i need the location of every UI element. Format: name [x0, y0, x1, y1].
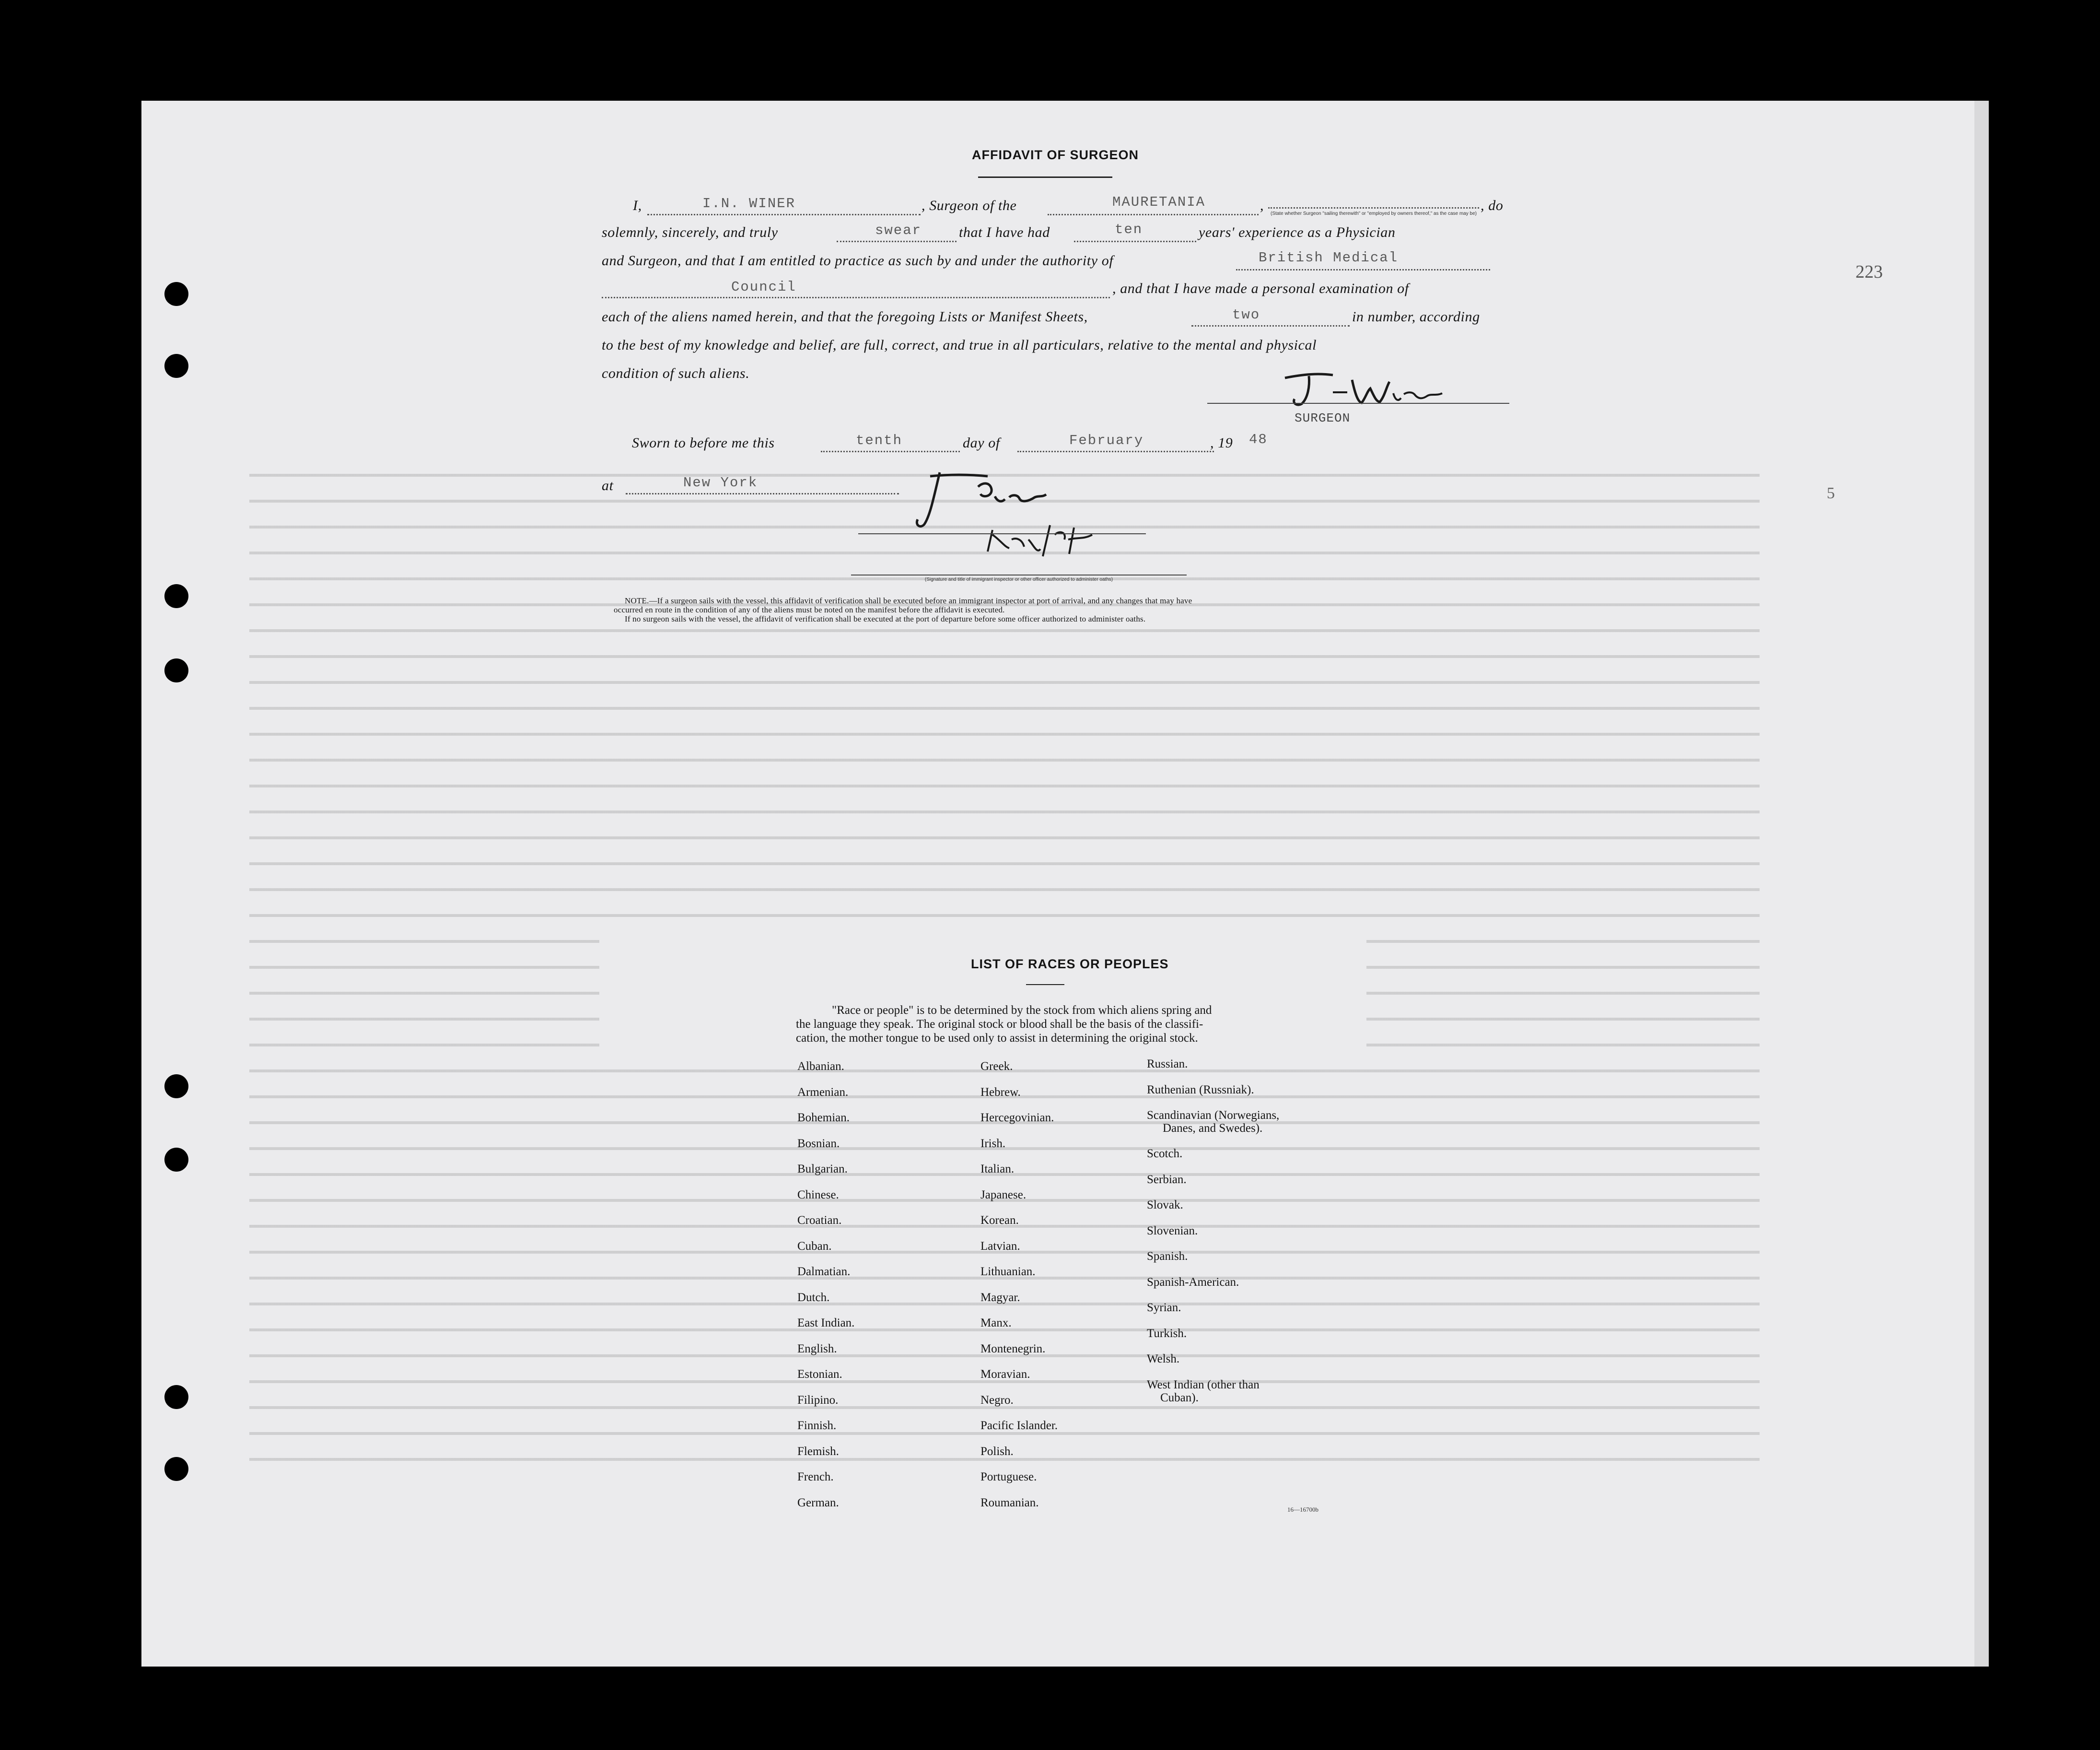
races-intro-1: "Race or people" is to be determined by the stock from which aliens spring and: [832, 1004, 1212, 1017]
race-item: Scandinavian (Norwegians,: [1147, 1109, 1280, 1122]
race-item: Bulgarian.: [797, 1163, 848, 1175]
race-item: Slovenian.: [1147, 1224, 1198, 1237]
surgeon-signature: [1275, 364, 1448, 412]
binder-hole: [164, 1074, 188, 1098]
title-rule: [978, 176, 1112, 178]
authority-value-2: Council: [731, 279, 796, 295]
race-item: Turkish.: [1147, 1327, 1187, 1340]
race-item: Italian.: [980, 1163, 1015, 1175]
surgeon-name-value: I.N. WINER: [702, 196, 796, 211]
race-item: Dalmatian.: [797, 1265, 851, 1278]
sworn-year-value: 48: [1249, 432, 1268, 447]
race-item: Korean.: [980, 1214, 1019, 1227]
race-item: Bohemian.: [797, 1111, 850, 1124]
race-item: German.: [797, 1496, 839, 1509]
text-sworn: Sworn to before me this: [632, 435, 775, 451]
races-title-rule: [1026, 984, 1064, 985]
text-at: at: [602, 478, 614, 493]
race-item: Ruthenian (Russniak).: [1147, 1083, 1254, 1096]
race-item: Spanish-American.: [1147, 1275, 1239, 1289]
fill-line: [1048, 214, 1259, 215]
race-item: Cuban.: [797, 1239, 832, 1253]
inspector-caption: (Signature and title of immigrant inspector or other officer authorized to administer oaths): [924, 577, 1113, 582]
inspector-line-2: [851, 575, 1187, 576]
inspector-signature: [911, 468, 1103, 576]
race-item: Syrian.: [1147, 1301, 1181, 1315]
sworn-month-value: February: [1069, 433, 1144, 448]
form-number: 16—16700b: [1287, 1506, 1318, 1513]
race-item: Pacific Islander.: [980, 1419, 1058, 1432]
race-item: Estonian.: [797, 1368, 842, 1381]
stamp-mark: 5: [1827, 484, 1836, 502]
fill-line: [837, 241, 957, 242]
race-item: Bosnian.: [797, 1137, 840, 1150]
text-19: , 19: [1210, 435, 1233, 451]
race-item: Montenegrin.: [980, 1342, 1046, 1355]
races-intro-2: the language they speak. The original stock or blood shall be the basis of the classifi-: [796, 1018, 1203, 1031]
race-item: Cuban).: [1160, 1391, 1199, 1404]
race-item: Latvian.: [980, 1239, 1020, 1253]
note-line-1: NOTE.—If a surgeon sails with the vessel, this affidavit of verification shall be executed before an immigrant inspector at port of arrival, and any changes that may have: [625, 596, 1192, 605]
race-item: Greek.: [980, 1060, 1013, 1073]
fill-line: [1074, 241, 1196, 242]
text-years-experience: years' experience as a Physician: [1199, 224, 1396, 240]
affidavit-title: AFFIDAVIT OF SURGEON: [972, 148, 1139, 162]
race-item: Spanish.: [1147, 1250, 1188, 1263]
race-item: West Indian (other than: [1147, 1378, 1260, 1391]
race-item: Magyar.: [980, 1291, 1020, 1304]
race-item: English.: [797, 1342, 837, 1355]
race-item: French.: [797, 1470, 834, 1483]
fill-line: [626, 493, 899, 494]
sheets-value: two: [1232, 307, 1260, 323]
binder-hole: [164, 354, 188, 378]
text-i: I,: [633, 198, 642, 213]
fill-line: [647, 214, 921, 215]
binder-hole: [164, 1457, 188, 1481]
fill-line: [1017, 451, 1214, 452]
race-item: Finnish.: [797, 1419, 837, 1432]
race-item: East Indian.: [797, 1316, 855, 1329]
race-item: Danes, and Swedes).: [1163, 1121, 1263, 1135]
text-each-alien: each of the aliens named herein, and that the foregoing Lists or Manifest Sheets,: [602, 309, 1088, 325]
race-item: Armenian.: [797, 1085, 849, 1099]
text-do: , do: [1481, 198, 1504, 213]
race-item: Lithuanian.: [980, 1265, 1036, 1278]
race-item: Welsh.: [1147, 1352, 1180, 1366]
race-item: Serbian.: [1147, 1173, 1187, 1186]
surgeon-label: SURGEON: [1295, 411, 1351, 425]
text-condition: condition of such aliens.: [602, 365, 750, 381]
binder-hole: [164, 282, 188, 306]
text-personal-examination: , and that I have made a personal examination of: [1112, 281, 1409, 296]
race-item: Portuguese.: [980, 1470, 1037, 1483]
sheet-edge: [1974, 101, 1989, 1667]
authority-value-1: British Medical: [1259, 250, 1399, 266]
binder-hole: [164, 658, 188, 682]
binder-hole: [164, 1148, 188, 1172]
races-title: LIST OF RACES OR PEOPLES: [971, 957, 1169, 971]
race-item: Manx.: [980, 1316, 1012, 1329]
text-surgeon-of: , Surgeon of the: [922, 198, 1017, 213]
race-item: Roumanian.: [980, 1496, 1039, 1509]
race-item: Japanese.: [980, 1188, 1027, 1201]
text-best-knowledge: to the best of my knowledge and belief, are full, correct, and true in all particulars, relative to the mental and physical: [602, 337, 1317, 353]
race-item: Albanian.: [797, 1060, 844, 1073]
inspector-line-1: [858, 533, 1146, 534]
race-item: Flemish.: [797, 1445, 839, 1458]
race-item: Chinese.: [797, 1188, 839, 1201]
years-value: ten: [1115, 222, 1143, 237]
sworn-day-value: tenth: [856, 433, 903, 448]
race-item: Hercegovinian.: [980, 1111, 1054, 1124]
binder-hole: [164, 1385, 188, 1409]
race-item: Scotch.: [1147, 1147, 1183, 1161]
race-item: Moravian.: [980, 1368, 1030, 1381]
binder-hole: [164, 584, 188, 608]
text-i-have-had: that I have had: [959, 224, 1050, 240]
note-line-3: If no surgeon sails with the vessel, the affidavit of verification shall be executed at the port of departure before some officer authorized to administer oaths.: [625, 614, 1146, 623]
fill-line: [1236, 269, 1490, 270]
text-and-surgeon: and Surgeon, and that I am entitled to practice as such by and under the authority of: [602, 253, 1114, 269]
text-solemnly: solemnly, sincerely, and truly: [602, 224, 778, 240]
text-comma: ,: [1260, 198, 1264, 213]
fill-line: [821, 451, 960, 452]
race-item: Dutch.: [797, 1291, 830, 1304]
text-day-of: day of: [963, 435, 1000, 451]
oath-value: swear: [875, 223, 922, 238]
fill-line: [1191, 325, 1350, 327]
race-item: Negro.: [980, 1393, 1014, 1407]
race-item: Russian.: [1147, 1057, 1188, 1070]
race-item: Filipino.: [797, 1393, 839, 1407]
note-line-2: occurred en route in the condition of any of the aliens must be noted on the manifest before the affidavit is executed.: [614, 605, 1005, 614]
race-item: Croatian.: [797, 1214, 842, 1227]
races-intro-3: cation, the mother tongue to be used only to assist in determining the original stock.: [796, 1032, 1198, 1045]
race-item: Hebrew.: [980, 1085, 1021, 1099]
signature-line: [1207, 403, 1509, 404]
fill-line: [1268, 207, 1479, 209]
employment-note: (State whether Surgeon "sailing therewith" or "employed by owners thereof," as the case may be): [1271, 211, 1477, 216]
page-number: 223: [1855, 262, 1883, 282]
race-item: Slovak.: [1147, 1198, 1183, 1212]
race-item: Polish.: [980, 1445, 1014, 1458]
at-place-value: New York: [683, 475, 758, 491]
text-in-number: in number, according: [1352, 309, 1480, 325]
fill-line: [602, 297, 1110, 298]
race-item: Irish.: [980, 1137, 1006, 1150]
vessel-value: MAURETANIA: [1112, 194, 1206, 210]
